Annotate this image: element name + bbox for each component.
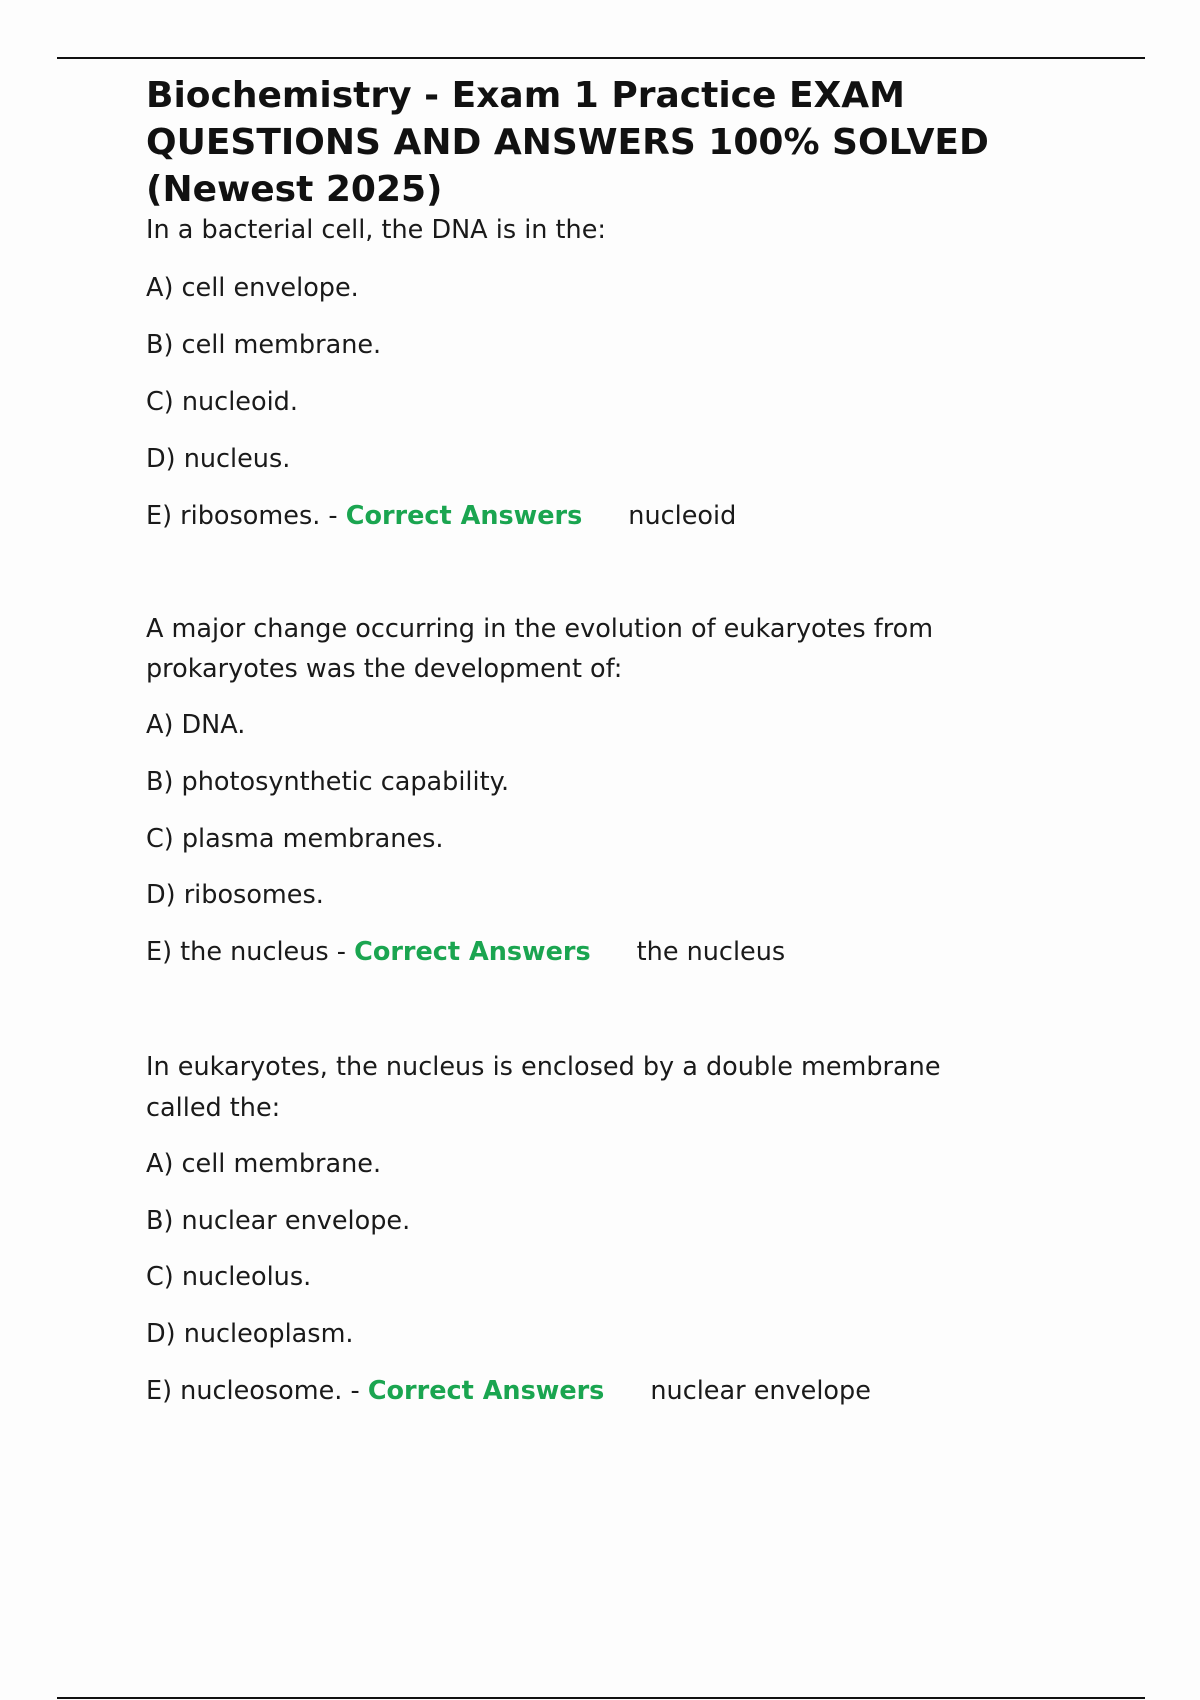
option: A) cell envelope. (146, 273, 359, 303)
question-stem: In a bacterial cell, the DNA is in the: (146, 215, 606, 245)
correct-answers-label: Correct Answers (345, 501, 583, 531)
question-stem: In eukaryotes, the nucleus is enclosed by a double membrane (146, 1052, 941, 1082)
question-stem: called the: (146, 1093, 281, 1123)
correct-answer: nucleoid (628, 501, 737, 531)
option: B) photosynthetic capability. (146, 767, 510, 797)
option: E) ribosomes. - (146, 501, 338, 531)
option: A) DNA. (146, 710, 246, 740)
question-stem: A major change occurring in the evolution of eukaryotes from (146, 614, 934, 644)
bottom-rule (57, 1697, 1145, 1699)
option: B) nuclear envelope. (146, 1206, 411, 1236)
option: C) nucleoid. (146, 387, 298, 417)
option: D) nucleus. (146, 444, 291, 474)
answer-line (146, 935, 785, 969)
correct-answer: nuclear envelope (650, 1376, 871, 1406)
option: D) ribosomes. (146, 880, 324, 910)
correct-answers-label: Correct Answers (367, 1376, 605, 1406)
question-stem: prokaryotes was the development of: (146, 654, 623, 684)
option: C) plasma membranes. (146, 824, 444, 854)
option: E) the nucleus - (146, 937, 346, 967)
answer-line (146, 499, 736, 533)
option: B) cell membrane. (146, 330, 382, 360)
option: A) cell membrane. (146, 1149, 382, 1179)
page-title: Biochemistry - Exam 1 Practice EXAM QUESTIONS AND ANSWERS 100% SOLVED (Newest 2025) (146, 75, 989, 210)
correct-answer: the nucleus (636, 937, 786, 967)
top-rule (57, 57, 1145, 59)
answer-line (146, 1374, 871, 1408)
option: E) nucleosome. - (146, 1376, 360, 1406)
option: D) nucleoplasm. (146, 1319, 354, 1349)
correct-answers-label: Correct Answers (354, 937, 591, 967)
option: C) nucleolus. (146, 1262, 312, 1292)
